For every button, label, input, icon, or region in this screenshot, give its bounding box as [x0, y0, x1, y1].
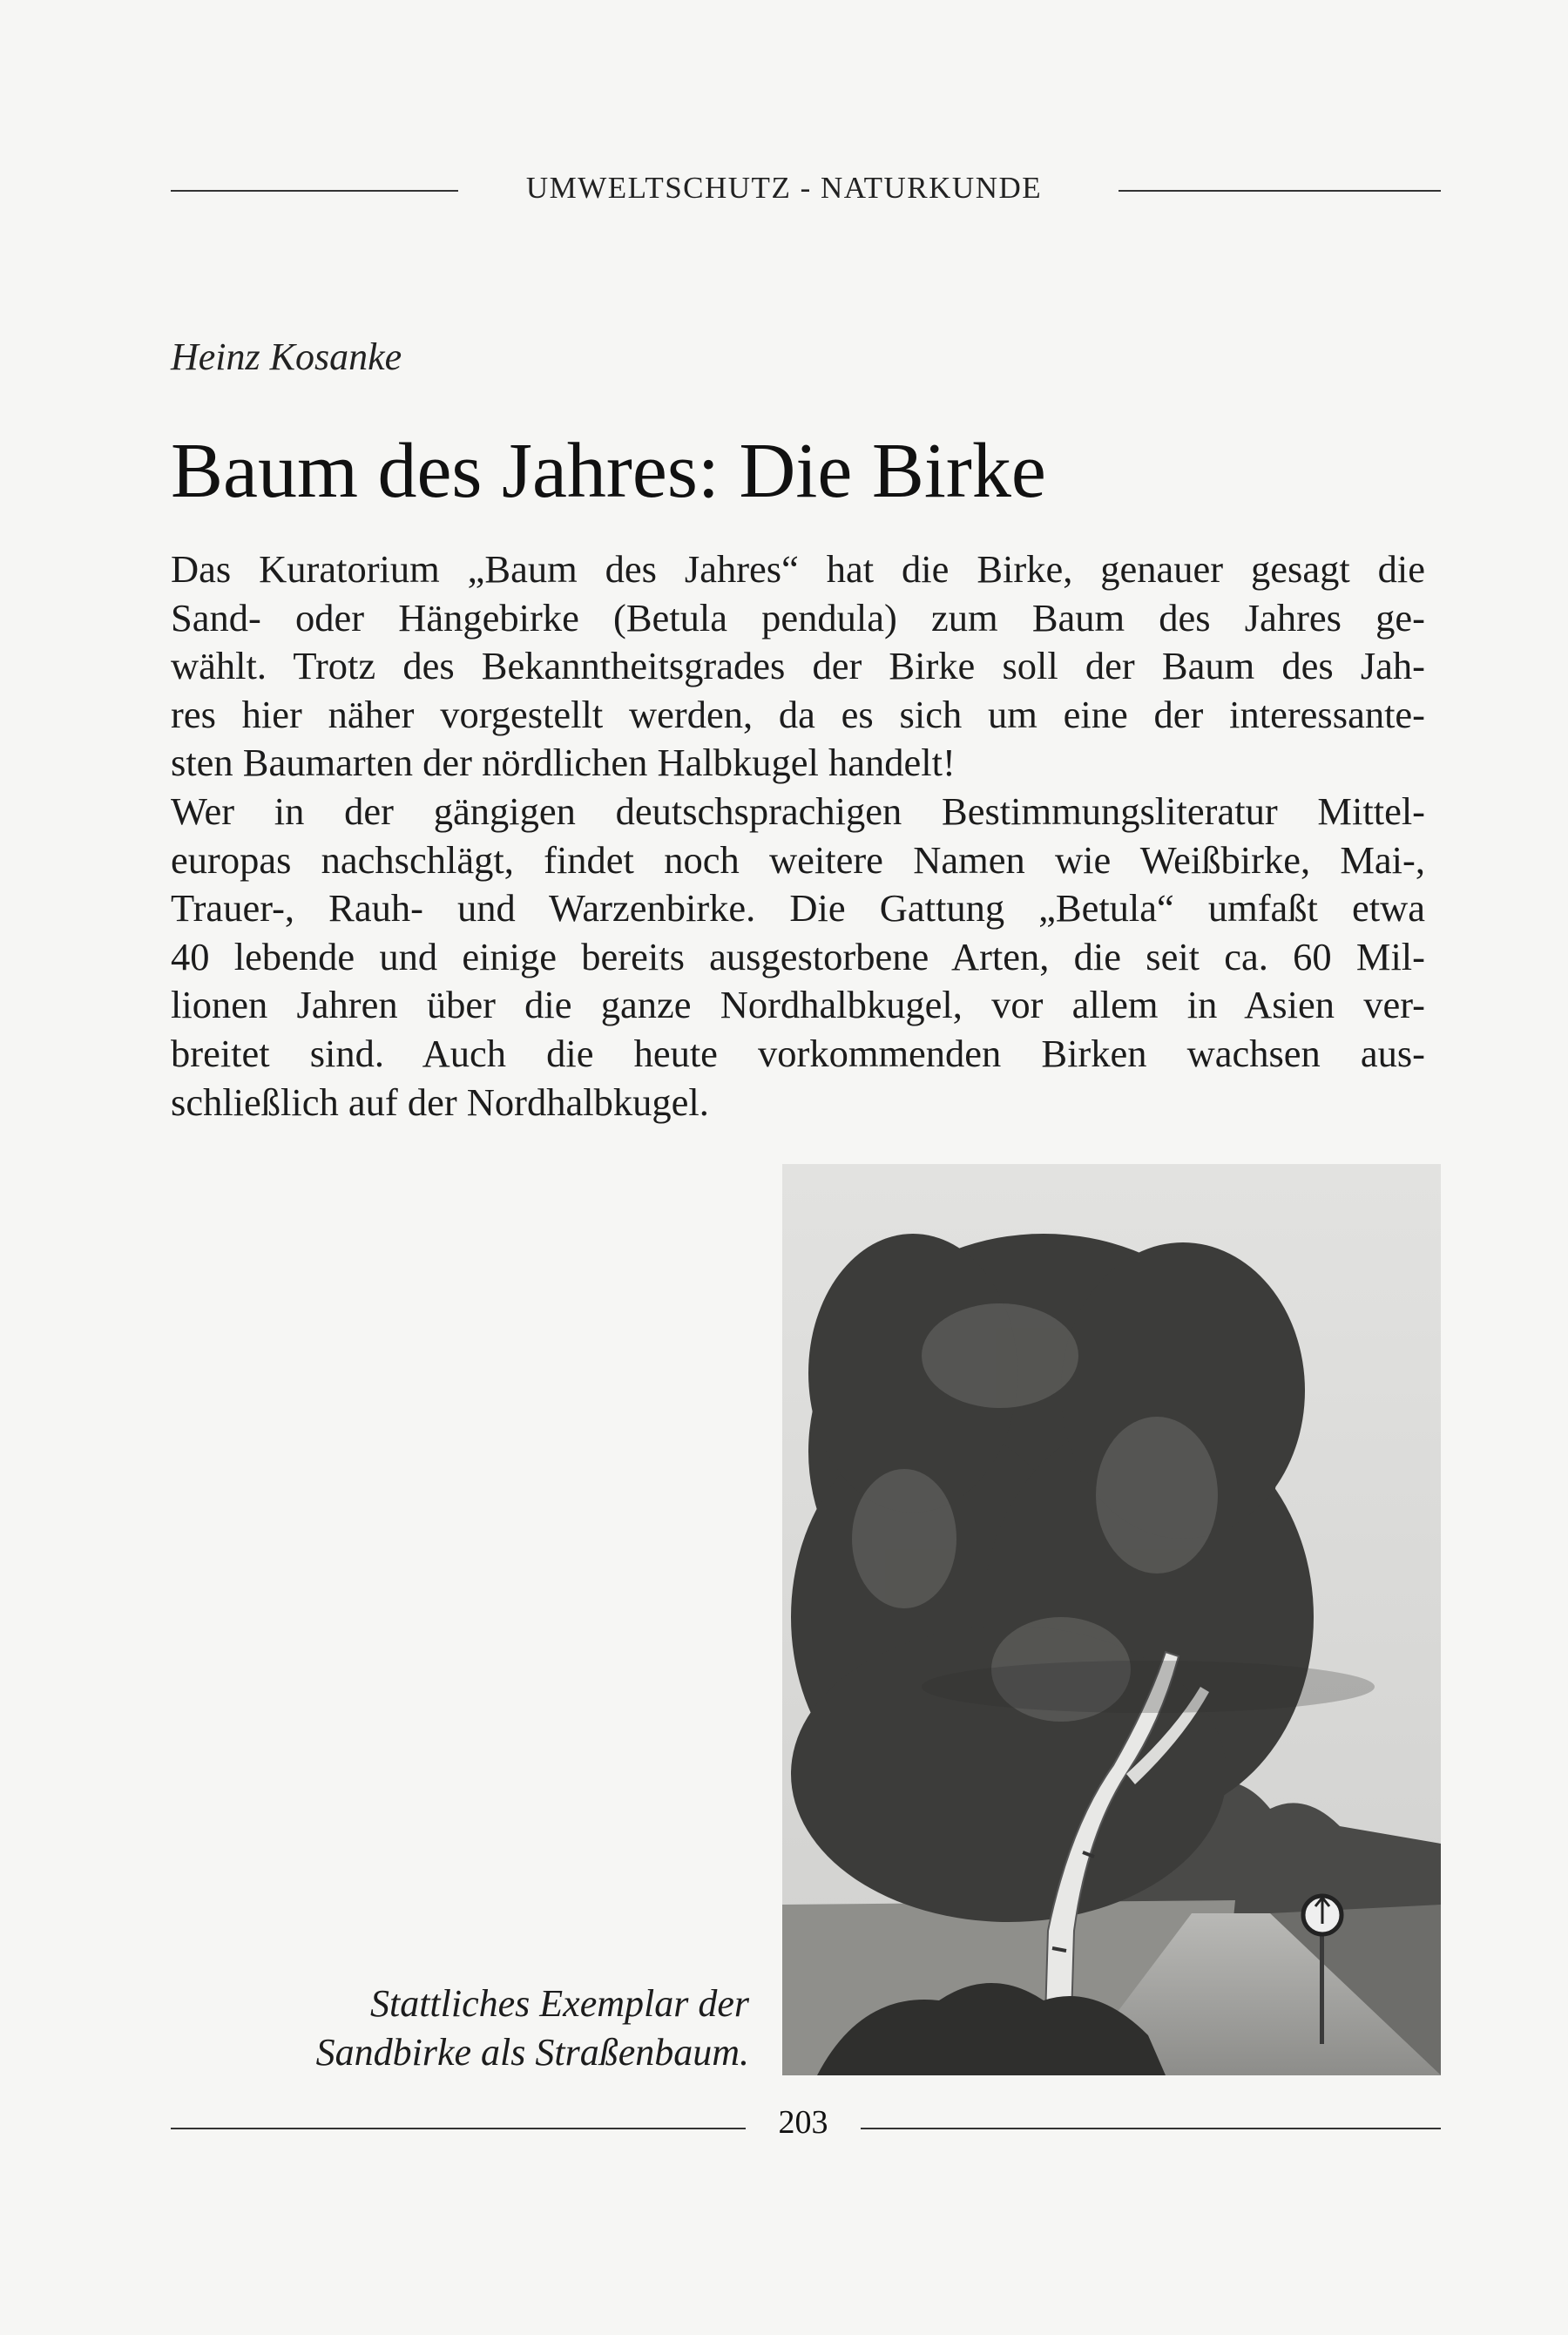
body-line: europas nachschlägt, findet noch weitere Namen wie Weißbirke, Mai-, [171, 837, 1425, 882]
page-number: 203 [778, 2104, 828, 2141]
body-line: sten Baumarten der nördlichen Halbkugel handelt! [171, 741, 956, 785]
article-title: Baum des Jahres: Die Birke [171, 428, 1046, 514]
body-line: Das Kuratorium „Baum des Jahres“ hat die Birke, genauer gesagt die [171, 547, 1425, 591]
body-line: wählt. Trotz des Bekanntheitsgrades der Birke soll der Baum des Jah- [171, 644, 1425, 688]
body-line: res hier näher vorgestellt werden, da es sich um eine der interessante- [171, 692, 1425, 736]
body-line: schließlich auf der Nordhalbkugel. [171, 1080, 709, 1124]
body-line: 40 lebende und einige bereits ausgestorbene Arten, die seit ca. 60 Mil- [171, 934, 1425, 978]
birch-tree-illustration [782, 1164, 1441, 2075]
caption-line: Stattliches Exemplar der [369, 1982, 749, 2025]
section-header: UMWELTSCHUTZ - NATURKUNDE [525, 171, 1043, 205]
sign-pole [1320, 1922, 1324, 2044]
figure-caption [171, 1980, 749, 2077]
body-line: breitet sind. Auch die heute vorkommenden Birken wachsen aus- [171, 1031, 1425, 1075]
header-rule-right [1119, 190, 1441, 192]
footer-rule-left [171, 2128, 746, 2129]
author-name: Heinz Kosanke [171, 335, 402, 378]
article-body [171, 545, 1425, 1127]
body-line: Sand- oder Hängebirke (Betula pendula) zum Baum des Jahres ge- [171, 595, 1425, 640]
body-line: Wer in der gängigen deutschsprachigen Bestimmungsliteratur Mittel- [171, 788, 1425, 833]
header-rule-left [171, 190, 458, 192]
footer-rule-right [861, 2128, 1441, 2129]
body-line: lionen Jahren über die ganze Nordhalbkugel, vor allem in Asien ver- [171, 983, 1425, 1027]
caption-line: Sandbirke als Straßenbaum. [315, 2031, 749, 2074]
body-line: Trauer-, Rauh- und Warzenbirke. Die Gattung „Betula“ umfaßt etwa [171, 886, 1425, 931]
birch-photo [782, 1164, 1441, 2075]
